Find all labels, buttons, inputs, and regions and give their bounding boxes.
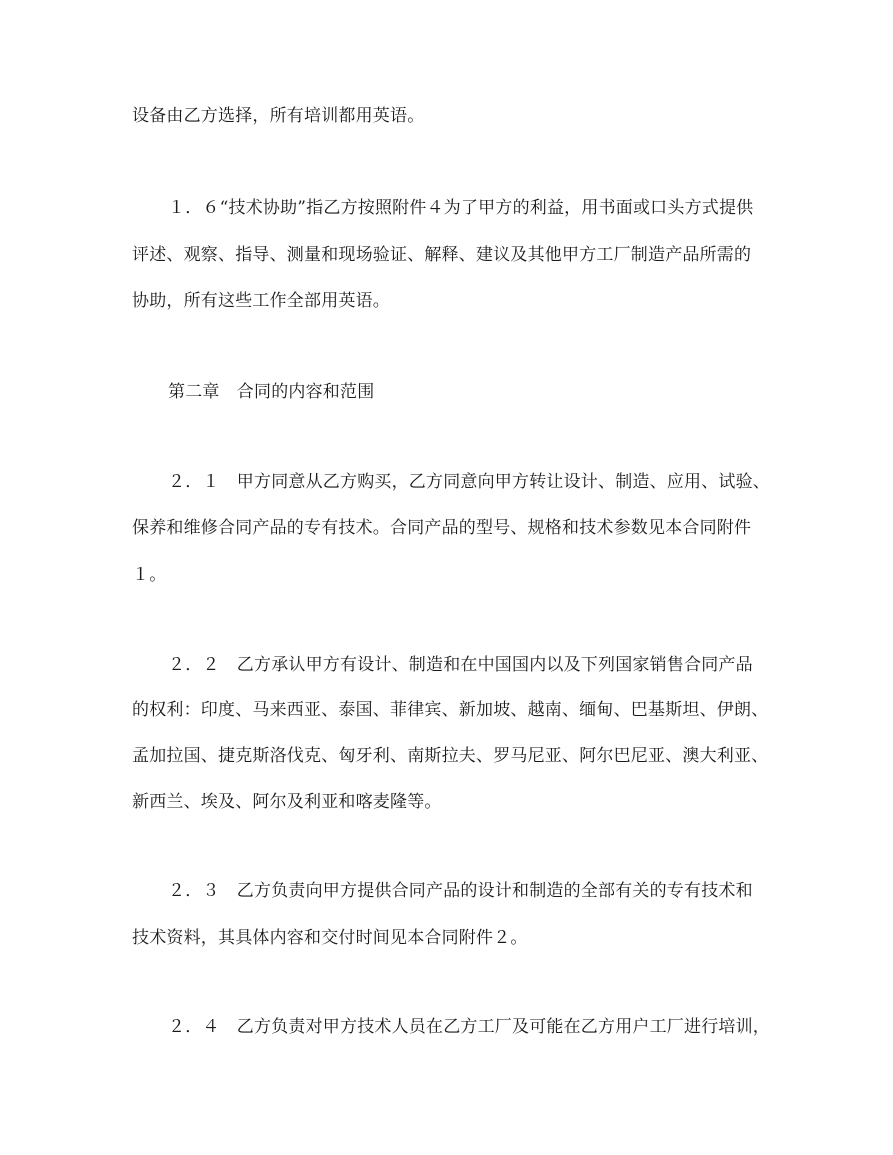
paragraph-2-2-line-4: 新西兰、埃及、阿尔及利亚和喀麦隆等。 (132, 792, 442, 812)
paragraph-2-4-line-1: ２．４ 乙方负责对甲方技术人员在乙方工厂及可能在乙方用户工厂进行培训， (168, 1017, 770, 1037)
paragraph-2-3-line-1: ２．３ 乙方负责向甲方提供合同产品的设计和制造的全部有关的专有技术和 (168, 881, 753, 901)
paragraph-2-2-line-1: ２．２ 乙方承认甲方有设计、制造和在中国国内以及下列国家销售合同产品 (168, 655, 753, 675)
paragraph-2-3-line-2: 技术资料，其具体内容和交付时间见本合同附件２。 (132, 928, 528, 948)
paragraph-2-1-line-2: 保养和维修合同产品的专有技术。合同产品的型号、规格和技术参数见本合同附件 (132, 518, 752, 538)
paragraph-1-6-line-2: 评述、观察、指导、测量和现场验证、解释、建议及其他甲方工厂制造产品所需的 (132, 245, 752, 265)
paragraph-2-2-line-3: 孟加拉国、捷克斯洛伐克、匈牙利、南斯拉夫、罗马尼亚、阿尔巴尼亚、澳大利亚、 (132, 746, 769, 766)
paragraph-2-1-line-3: １。 (132, 565, 167, 585)
chapter-2-heading: 第二章 合同的内容和范围 (168, 382, 375, 402)
paragraph-2-2-line-2: 的权利：印度、马来西亚、泰国、菲律宾、新加坡、越南、缅甸、巴基斯坦、伊朗、 (132, 700, 769, 720)
paragraph-1-6-line-1: １．６“技术协助”指乙方按照附件４为了甲方的利益，用书面或口头方式提供 (168, 198, 754, 218)
paragraph-1-5-line-1: 设备由乙方选择，所有培训都用英语。 (132, 106, 425, 126)
paragraph-2-1-line-1: ２．１ 甲方同意从乙方购买，乙方同意向甲方转让设计、制造、应用、试验、 (168, 472, 770, 492)
paragraph-1-6-line-3: 协助，所有这些工作全部用英语。 (132, 291, 390, 311)
